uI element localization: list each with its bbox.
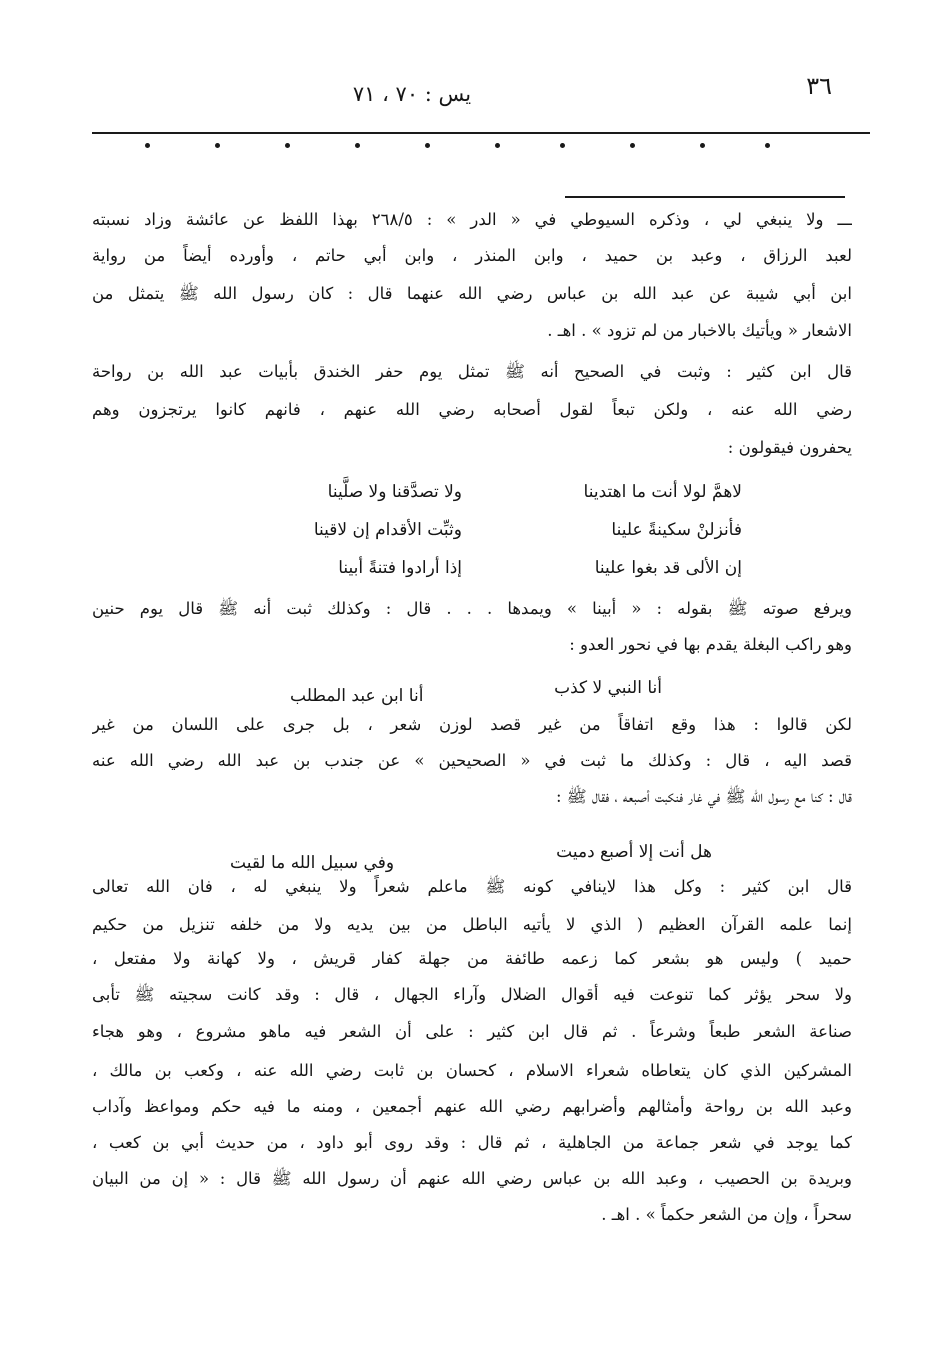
verse-second-hemistich: ولا تصدَّقنا ولا صلَّينا [327,482,462,502]
text-line: سحراً ، وإن من الشعر حكماً » . اهـ . [601,1205,852,1224]
page-header [92,66,870,126]
running-head: يس : ٧٠ ، ٧١ [352,82,472,106]
text-line: وعبد الله بن رواحة وأمثالهم وأضرابهم رضي الله عنهم أجمعين ، ومنه ما فيه حكم ومواعظ وآداب [92,1097,852,1116]
text-line: قال ابن كثير : وثبت في الصحيح أنه ﷺ تمثل يوم حفر الخندق بأبيات عبد الله بن رواحة [92,362,852,381]
footnote-line: ـــ ولا ينبغي لي ، وذكره السيوطي في « الدر » : ٢٦٨/٥ بهذا اللفظ عن عائشة وزاد نسبته [92,210,852,229]
text-line: قال : كنا مع رسول الله ﷺ في غار فنكبت أصبعه ، فقال ﷺ : [556,787,852,806]
text-line: صناعة الشعر طبعاً وشرعاً . ثم قال ابن كثير : على أن الشعر فيه ماهو مشروع ، وهو هجاء [92,1022,852,1041]
text-line: ويرفع صوته ﷺ بقوله : « أبينا » ويمدها . . . قال : وكذلك ثبت أنه ﷺ قال يوم حنين [92,599,852,618]
ornament-dot [215,143,220,148]
verse-first-hemistich: أنا النبي لا كذب [554,678,662,698]
poem-verse [202,551,742,585]
page-number: ٣٦ [806,72,832,100]
ornament-dot [495,143,500,148]
ornament-dot [765,143,770,148]
text-line: حميد ) وليس هو بشعر كما زعمه طائفة من جهلة كفار قريش ، ولا كهانة ولا مفتعل ، [92,949,852,968]
text-line: ولا سحر يؤثر كما تنوعت فيه أقوال الضلال وآراء الجهال ، قال : وقد كانت سجيته ﷺ تأبى [92,985,852,1004]
ornament-dot [285,143,290,148]
text-line: قصد اليه ، قال : وكذلك ما ثبت في « الصحيحين » عن جندب بن عبد الله رضي الله عنه [92,751,852,770]
footnote-line: لعبد الرزاق ، وعبد بن حميد ، وابن المنذر ، وابن أبي حاتم ، وأورده أيضاً من رواية [92,246,852,265]
verse-second-hemistich: أنا ابن عبد المطلب [290,686,424,706]
text-line: رضي الله عنه ، ولكن تبعاً لقول أصحابه رضي الله عنهم ، فانهم كانوا يرتجزون وهم [92,400,852,419]
text-line: وهو راكب البغلة يقدم بها في نحور العدو : [569,635,852,654]
footnote-line: الاشعار « ويأتيك بالاخبار من لم تزود » . اهـ . [547,321,852,340]
text-line: قال ابن كثير : وكل هذا لاينافي كونه ﷺ ماعلم شعراً ولا ينبغي له ، فان الله تعالى [92,877,852,896]
text-line: كما يوجد في شعر جماعة من الجاهلية ، ثم قال : وقد روى أبو داود ، من حديث أبي بن كعب ، [92,1133,852,1152]
ornament-dot [145,143,150,148]
verse-first-hemistich: هل أنت إلا أصبع دميت [556,842,712,862]
verse-second-hemistich: وفي سبيل الله ما لقيت [230,853,395,873]
text-line: المشركين الذي كان يتعاطاه شعراء الاسلام ، كحسان بن ثابت رضي الله عنه ، وكعب بن مالك ، [92,1061,852,1080]
verse-second-hemistich: وثبِّت الأقدام إن لاقينا [313,520,462,540]
text-line: لكن قالوا : هذا وقع اتفاقاً من غير قصد لوزن شعر ، بل جرى على اللسان من غير [92,715,852,734]
ornament-dot [630,143,635,148]
text-line: وبريدة بن الحصيب ، وعبد الله بن عباس رضي الله عنهم أن رسول الله ﷺ قال : « إن من البيان [92,1169,852,1188]
verse-first-hemistich: إن الألى قد بغوا علينا [594,558,742,578]
header-rule [92,132,870,134]
poem-verse [202,475,742,509]
ornament-dot [355,143,360,148]
verse-first-hemistich: فأنزلنْ سكينةً علينا [611,520,742,540]
verse-second-hemistich: إذا أرادوا فتنةً أبينا [338,558,462,578]
poem-verse [202,513,742,547]
ornament-dot [560,143,565,148]
text-line: يحفرون فيقولون : [727,438,852,457]
ornament-dots [140,143,800,163]
ornament-dot [700,143,705,148]
footnote-rule [565,196,845,198]
verse-first-hemistich: لاهمَّ لولا أنت ما اهتدينا [583,482,742,502]
footnote-line: ابن أبي شيبة عن عبد الله بن عباس رضي الله عنهما قال : كان رسول الله ﷺ يتمثل من [92,284,852,303]
text-line: إنما علمه القرآن العظيم ( الذي لا يأتيه الباطل من بين يديه ولا من خلفه تنزيل من حكيم [92,915,852,934]
ornament-dot [425,143,430,148]
